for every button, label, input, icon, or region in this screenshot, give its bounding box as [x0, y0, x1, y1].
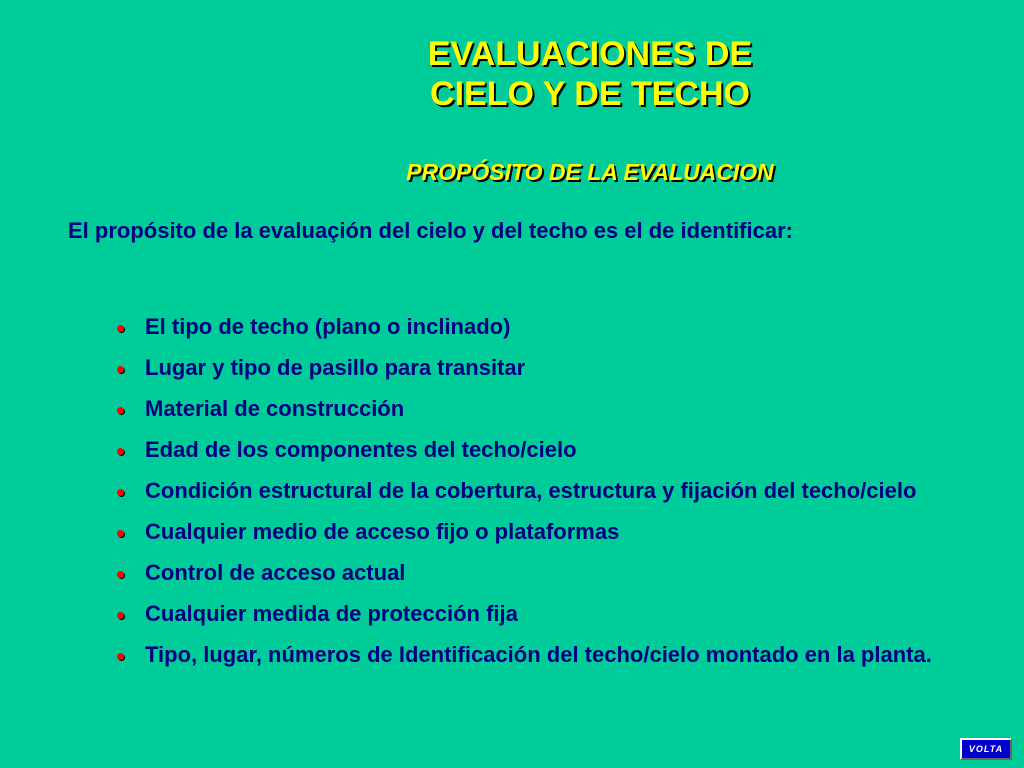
list-item: [115, 434, 965, 466]
list-item: [115, 475, 965, 507]
list-item-text: Tipo, lugar, números de Identificación del techo/cielo montado en la planta.: [145, 642, 932, 667]
bullet-dot-icon: [117, 571, 124, 578]
list-item-text: El tipo de techo (plano o inclinado): [145, 314, 511, 339]
list-item-text: Control de acceso actual: [145, 560, 406, 585]
bullet-dot-icon: [117, 325, 124, 332]
bullet-dot-icon: [117, 448, 124, 455]
slide-title-line-2: CIELO Y DE TECHO: [430, 75, 750, 113]
list-item: [115, 352, 965, 384]
bullet-dot-icon: [117, 653, 124, 660]
list-item: [115, 393, 965, 425]
volta-button[interactable]: VOLTA: [960, 738, 1012, 760]
intro-paragraph: El propósito de la evaluaçión del cielo y del techo es el de identificar:: [68, 218, 793, 243]
bullet-dot-icon: [117, 407, 124, 414]
list-item-text: Edad de los componentes del techo/cielo: [145, 437, 577, 462]
list-item: [115, 311, 965, 343]
list-item-text: Cualquier medio de acceso fijo o plataformas: [145, 519, 620, 544]
list-item-text: Lugar y tipo de pasillo para transitar: [145, 355, 526, 380]
list-item-text: Material de construcción: [145, 396, 405, 421]
list-item: [115, 639, 965, 671]
bullet-dot-icon: [117, 612, 124, 619]
list-item: [115, 516, 965, 548]
list-item-text: Cualquier medida de protección fija: [145, 601, 518, 626]
bullet-dot-icon: [117, 530, 124, 537]
list-item: [115, 557, 965, 589]
slide-title: [280, 34, 900, 114]
slide-subtitle: PROPÓSITO DE LA EVALUACION: [406, 159, 774, 185]
bullet-dot-icon: [117, 366, 124, 373]
bullet-list: [115, 311, 965, 680]
bullet-dot-icon: [117, 489, 124, 496]
slide-title-line-1: EVALUACIONES DE: [427, 35, 753, 73]
list-item-text: Condición estructural de la cobertura, estructura y fijación del techo/cielo: [145, 478, 917, 503]
list-item: [115, 598, 965, 630]
